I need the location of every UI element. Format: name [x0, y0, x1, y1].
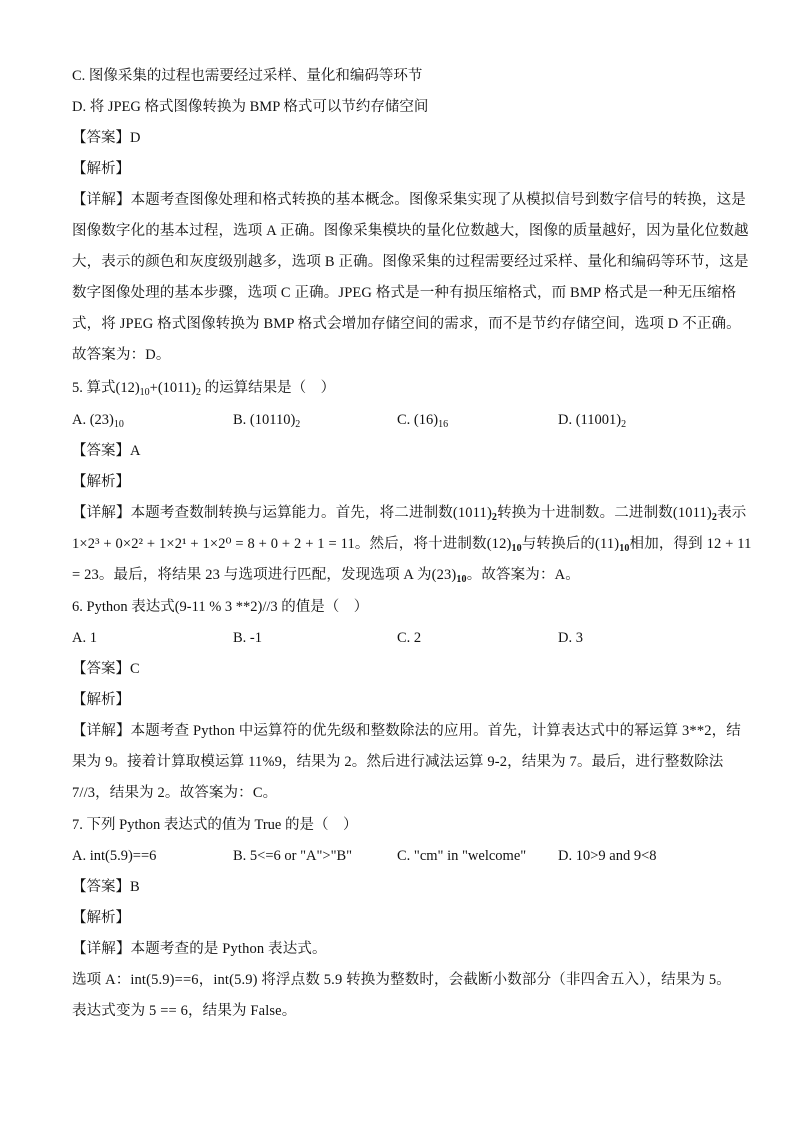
- q5-option-b: [233, 410, 300, 430]
- q5-option-subscript: 10: [113, 419, 124, 430]
- q5-stem-subscript: 10: [139, 387, 150, 398]
- q7-detail-line: 选项 A：int(5.9)==6，int(5.9) 将浮点数 5.9 转换为整数时，会截断小数部分（非四舍五入），结果为 5。: [72, 972, 731, 988]
- q5-option-text: C. (16): [397, 412, 439, 428]
- q5-detail-subscript: 2: [711, 512, 718, 523]
- q5-stem-text: 的运算结果是（ ）: [200, 380, 336, 396]
- q4-analysis-tag: 【解析】: [72, 161, 130, 177]
- q5-option-d: [558, 410, 626, 430]
- q5-analysis-tag: 【解析】: [72, 474, 130, 490]
- q5-detail-line: [72, 565, 580, 585]
- q7-option-d: D. 10>9 and 9<8: [558, 848, 657, 864]
- q5-option-text: B. (10110): [233, 412, 296, 428]
- q4-detail-line: 式，将 JPEG 格式图像转换为 BMP 格式会增加存储空间的需求，而不是节约存储空间，选项 D 不正确。: [72, 316, 741, 332]
- q5-detail-line: [72, 503, 746, 523]
- q4-detail-line: 数字图像处理的基本步骤，选项 C 正确。JPEG 格式是一种有损压缩格式，而 BMP 格式是一种无压缩格: [72, 285, 737, 301]
- q6-answer: 【答案】C: [72, 661, 140, 677]
- q5-detail-text: = 23。最后，将结果 23 与选项进行匹配，发现选项 A 为(23): [72, 567, 457, 583]
- q5-option-text: D. (11001): [558, 412, 622, 428]
- q6-option-d: D. 3: [558, 630, 583, 646]
- q4-option-d: D. 将 JPEG 格式图像转换为 BMP 格式可以节约存储空间: [72, 99, 429, 115]
- q6-option-b: B. -1: [233, 630, 262, 646]
- q7-stem: 7. 下列 Python 表达式的值为 True 的是（ ）: [72, 817, 358, 833]
- q5-detail-subscript: 10: [619, 543, 630, 554]
- q7-option-a: A. int(5.9)==6: [72, 848, 157, 864]
- q4-detail-line: 【详解】本题考查图像处理和格式转换的基本概念。图像采集实现了从模拟信号到数字信号的转换，这是: [72, 192, 746, 208]
- q7-detail-line: 【详解】本题考查的是 Python 表达式。: [72, 941, 327, 957]
- q6-analysis-tag: 【解析】: [72, 692, 130, 708]
- q4-answer: 【答案】D: [72, 130, 141, 146]
- q7-detail-line: 表达式变为 5 == 6，结果为 False。: [72, 1003, 297, 1019]
- q4-detail-line: 大，表示的颜色和灰度级别越多，选项 B 正确。图像采集的过程需要经过采样、量化和编码等环节，这是: [72, 254, 749, 270]
- q6-detail-line: 【详解】本题考查 Python 中运算符的优先级和整数除法的应用。首先，计算表达式中的幂运算 3**2，结: [72, 723, 741, 739]
- q4-detail-line: 故答案为：D。: [72, 347, 171, 363]
- q5-stem: [72, 378, 335, 398]
- q6-detail-line: 7//3，结果为 2。故答案为：C。: [72, 785, 278, 801]
- q5-option-a: [72, 410, 124, 430]
- q4-option-c: C. 图像采集的过程也需要经过采样、量化和编码等环节: [72, 68, 423, 84]
- q6-option-c: C. 2: [397, 630, 422, 646]
- q5-detail-line: [72, 534, 752, 554]
- q6-option-a: A. 1: [72, 630, 97, 646]
- q5-detail-subscript: 10: [456, 574, 467, 585]
- q6-detail-line: 果为 9。接着计算取模运算 11%9，结果为 2。然后进行减法运算 9-2，结果为 7。最后，进行整数除法: [72, 754, 724, 770]
- q5-option-subscript: 2: [295, 419, 301, 430]
- q4-detail-line: 图像数字化的基本过程，选项 A 正确。图像采集模块的量化位数越大，图像的质量越好，因为量化位数越: [72, 223, 749, 239]
- q5-option-subscript: 2: [621, 419, 627, 430]
- q5-stem-text: 5. 算式(12): [72, 380, 140, 396]
- q5-detail-text: 表示: [717, 505, 747, 521]
- q7-option-b: B. 5<=6 or "A">"B": [233, 848, 353, 864]
- q5-detail-text: 。故答案为：A。: [466, 567, 580, 583]
- q5-detail-text: 【详解】本题考查数制转换与运算能力。首先，将二进制数(1011): [72, 505, 492, 521]
- q5-option-text: A. (23): [72, 412, 114, 428]
- q5-detail-text: 相加，得到 12 + 11: [629, 536, 752, 552]
- q5-option-c: [397, 410, 448, 430]
- q6-stem: 6. Python 表达式(9-11 % 3 **2)//3 的值是（ ）: [72, 599, 369, 615]
- q5-stem-text: +(1011): [149, 380, 196, 396]
- q5-detail-text: 与转换后的(11): [521, 536, 620, 552]
- q5-detail-text: 转换为十进制数。二进制数(1011): [497, 505, 712, 521]
- q7-answer: 【答案】B: [72, 879, 140, 895]
- q5-detail-subscript: 10: [511, 543, 522, 554]
- q5-stem-subscript: 2: [195, 387, 201, 398]
- q7-analysis-tag: 【解析】: [72, 910, 130, 926]
- q7-option-c: C. "cm" in "welcome": [397, 848, 527, 864]
- q5-answer: 【答案】A: [72, 443, 141, 459]
- q5-option-subscript: 16: [438, 419, 449, 430]
- q5-detail-subscript: 2: [491, 512, 498, 523]
- q5-detail-text: 1×2³ + 0×2² + 1×2¹ + 1×2⁰ = 8 + 0 + 2 + 1 = 11。然后，将十进制数(12): [72, 536, 512, 552]
